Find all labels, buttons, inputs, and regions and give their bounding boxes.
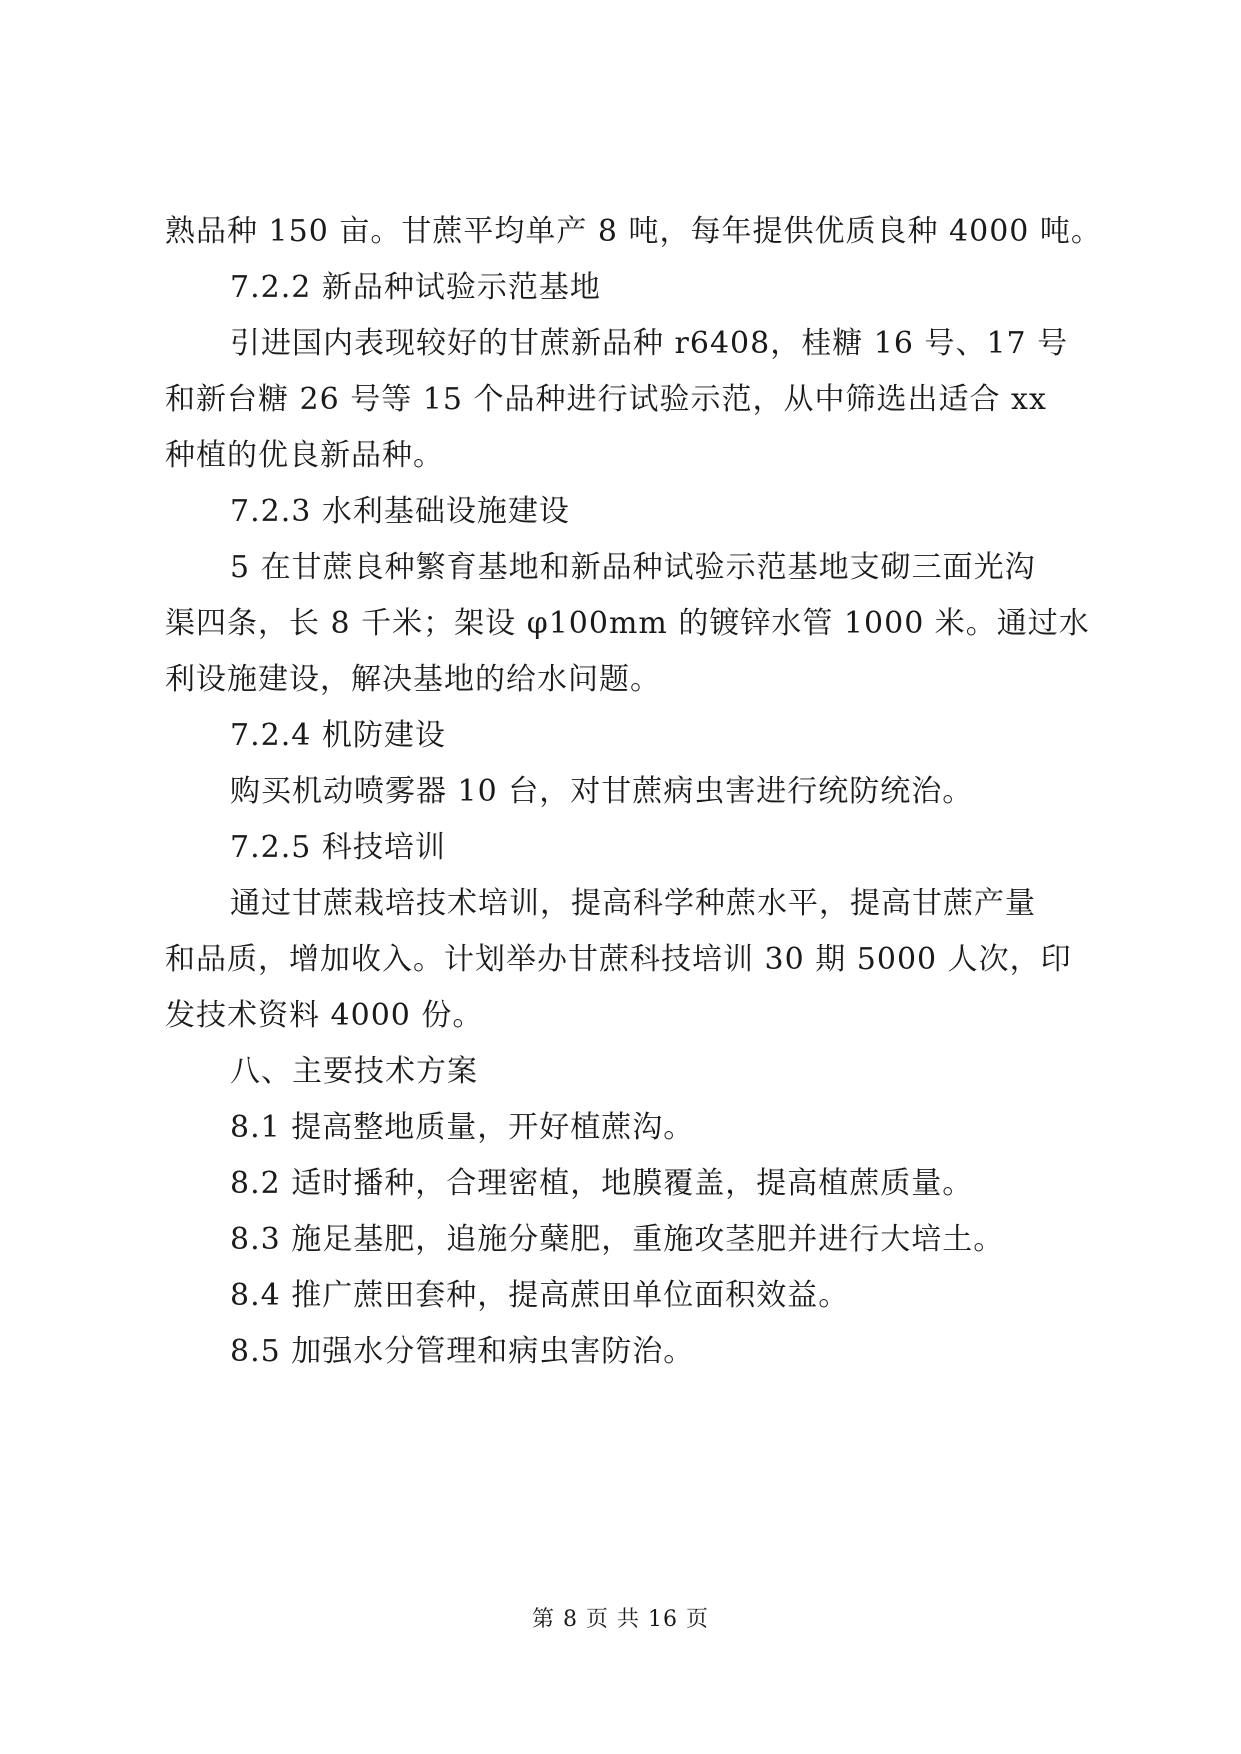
text-line: 发技术资料 4000 份。 — [165, 998, 484, 1033]
text-line: 引进国内表现较好的甘蔗新品种 r6408，桂糖 16 号、17 号 — [230, 326, 1069, 361]
text-line: 通过甘蔗栽培技术培训，提高科学种蔗水平，提高甘蔗产量 — [230, 886, 1036, 921]
text-line: 种植的优良新品种。 — [165, 438, 444, 473]
text-line: 8.3 施足基肥，追施分蘖肥，重施攻茎肥并进行大培土。 — [230, 1222, 1005, 1257]
text-line: 和新台糖 26 号等 15 个品种进行试验示范，从中筛选出适合 xx — [165, 382, 1047, 417]
text-line: 利设施建设，解决基地的给水问题。 — [165, 662, 661, 697]
section-heading: 7.2.3 水利基础设施建设 — [230, 494, 570, 529]
text-line: 渠四条，长 8 千米；架设 φ100mm 的镀锌水管 1000 米。通过水 — [165, 606, 1090, 641]
page-footer: 第 8 页 共 16 页 — [532, 1607, 709, 1632]
section-heading: 7.2.4 机防建设 — [230, 718, 446, 753]
text-line: 5 在甘蔗良种繁育基地和新品种试验示范基地支砌三面光沟 — [230, 550, 1036, 585]
text-line: 购买机动喷雾器 10 台，对甘蔗病虫害进行统防统治。 — [230, 774, 974, 809]
section-heading: 7.2.2 新品种试验示范基地 — [230, 270, 601, 305]
text-line: 8.5 加强水分管理和病虫害防治。 — [230, 1334, 695, 1369]
text-line: 和品质，增加收入。计划举办甘蔗科技培训 30 期 5000 人次，印 — [165, 942, 1072, 977]
text-line: 8.4 推广蔗田套种，提高蔗田单位面积效益。 — [230, 1278, 850, 1313]
text-line: 8.1 提高整地质量，开好植蔗沟。 — [230, 1110, 695, 1145]
section-heading: 7.2.5 科技培训 — [230, 830, 446, 865]
text-line: 熟品种 150 亩。甘蔗平均单产 8 吨，每年提供优质良种 4000 吨。 — [165, 214, 1102, 249]
text-line: 8.2 适时播种，合理密植，地膜覆盖，提高植蔗质量。 — [230, 1166, 974, 1201]
section-heading: 八、主要技术方案 — [230, 1054, 478, 1089]
